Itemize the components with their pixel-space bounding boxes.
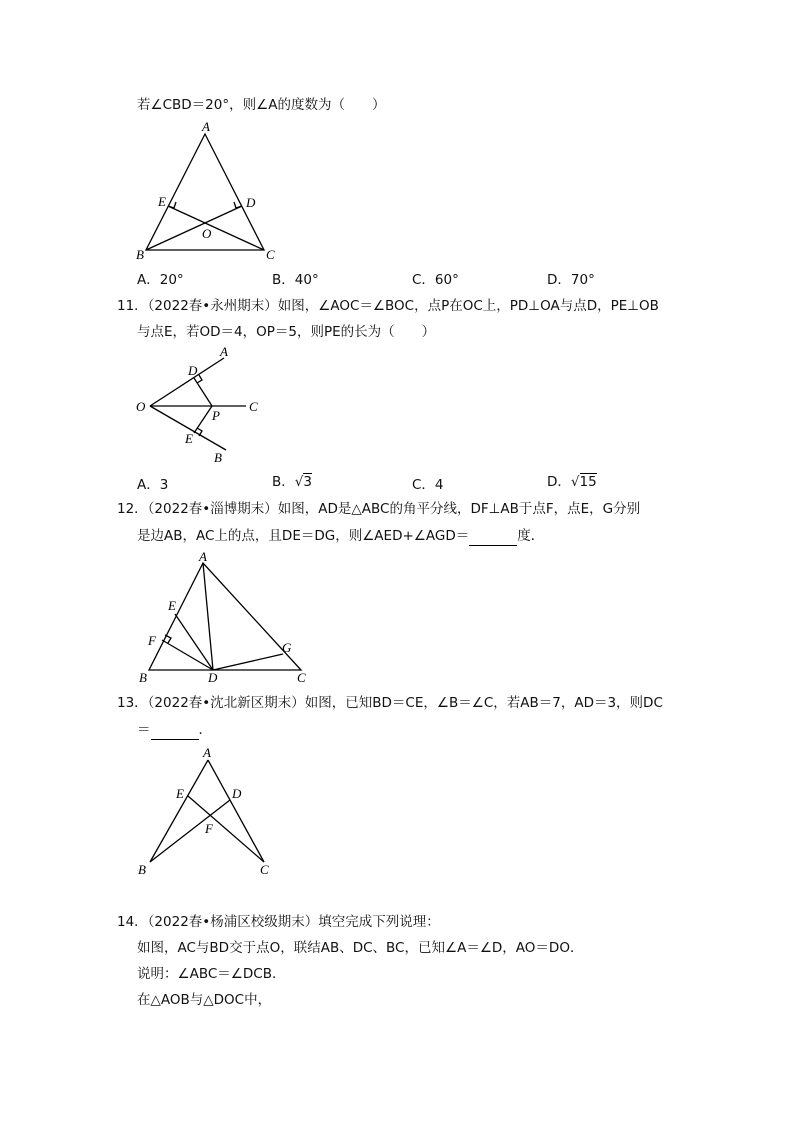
q11-option-d (547, 470, 597, 490)
q13-label-e: E (176, 786, 184, 801)
q11-segment-pd (194, 378, 212, 406)
q10-option-c: C．60° (412, 272, 459, 288)
q11-option-a: A．3 (137, 477, 169, 493)
q13-segment-ce (188, 796, 264, 862)
q10-label-a: A (202, 119, 210, 134)
q12-stem-line1: 12．（2022春•淄博期末）如图，AD是△ABC的角平分线，DF⊥AB于点F，点E，G分别 (117, 501, 641, 517)
q10-option-a: A．20° (137, 272, 184, 288)
q11-stem-line1: 11．（2022春•永州期末）如图，∠AOC＝∠BOC，点P在OC上，PD⊥OA与点D，PE⊥OB (117, 298, 659, 314)
q13-segment-bd (150, 800, 230, 862)
q11-right-angle-e (197, 428, 202, 436)
q12-answer-blank[interactable] (469, 527, 517, 546)
q12-label-c: C (297, 670, 306, 685)
q14-stem-line3: 说明：∠ABC＝∠DCB． (137, 966, 286, 982)
q10-option-b: B．40° (272, 272, 319, 288)
q12-stem-line2-pre: 是边AB，AC上的点，且DE＝DG，则∠AED+∠AGD＝ (137, 528, 470, 544)
q12-triangle-abc (149, 563, 301, 670)
q13-stem-line1: 13．（2022春•沈北新区期末）如图，已知BD＝CE，∠B＝∠C，若AB＝7，AD＝3，则DC (117, 695, 663, 711)
q12-label-e: E (168, 598, 176, 613)
q11-option-b (272, 470, 312, 490)
q13-answer-blank[interactable] (151, 721, 199, 740)
q11-label-e: E (185, 431, 193, 446)
q13-label-c: C (260, 862, 269, 877)
sqrt-sign-icon: √ (570, 474, 580, 490)
q12-segment-fd (162, 640, 213, 670)
q12-stem-line2 (137, 527, 544, 546)
q10-segment-be (146, 206, 242, 250)
q12-label-b: B (139, 670, 147, 685)
q11-label-p: P (212, 408, 220, 423)
q11-label-c: C (249, 399, 258, 414)
q12-label-f: F (148, 633, 156, 648)
q10-stem: 若∠CBD＝20°，则∠A的度数为（ ） (137, 97, 386, 113)
q11-option-d-radicand: 15 (579, 474, 597, 490)
q13-figure (130, 744, 280, 884)
q11-segment-pe (194, 406, 212, 433)
q11-option-c: C．4 (412, 477, 444, 493)
q11-option-d-prefix: D． (547, 474, 571, 490)
q13-stem-line2-post: ． (198, 722, 212, 738)
q11-label-b: B (214, 450, 222, 465)
sqrt-sign-icon: √ (294, 474, 304, 490)
q11-label-a: A (220, 344, 228, 359)
q11-ray-oa (150, 358, 224, 406)
q13-stem-line2 (137, 721, 212, 740)
q13-label-f: F (205, 821, 213, 836)
q11-label-d: D (188, 363, 198, 378)
q12-label-d: D (208, 670, 218, 685)
q10-figure (130, 118, 290, 268)
q11-right-angle-d (197, 375, 202, 383)
q11-label-o: O (136, 399, 146, 414)
q13-label-b: B (138, 862, 146, 877)
q10-label-o: O (202, 226, 212, 241)
q14-stem-line2: 如图，AC与BD交于点O，联结AB、DC、BC，已知∠A＝∠D，AO＝DO． (137, 940, 584, 956)
q12-segment-gd (213, 654, 283, 670)
q10-label-b: B (136, 247, 144, 262)
q14-stem-line4: 在△AOB与△DOC中， (137, 992, 272, 1008)
q13-label-a: A (203, 745, 211, 760)
q13-stem-line2-pre: ＝ (137, 722, 151, 738)
q11-option-b-radicand: 3 (303, 474, 312, 490)
q10-option-d: D．70° (547, 272, 595, 288)
q12-segment-ad (203, 563, 213, 670)
q12-label-a: A (199, 550, 207, 564)
q11-figure (130, 342, 270, 467)
q13-segment-ab (150, 760, 208, 862)
q11-option-b-prefix: B． (272, 474, 295, 490)
q14-stem-line1: 14．（2022春•杨浦区校级期末）填空完成下列说理： (117, 914, 440, 930)
q12-stem-line2-post: 度． (517, 528, 545, 544)
q12-label-g: G (282, 640, 292, 655)
q12-figure (135, 550, 315, 688)
q10-label-d: D (246, 195, 256, 210)
q12-segment-ed (175, 614, 213, 670)
q13-label-d: D (232, 786, 242, 801)
q10-segment-ce (168, 206, 264, 250)
q10-label-c: C (266, 247, 275, 262)
q10-label-e: E (158, 194, 166, 209)
q11-stem-line2: 与点E，若OD＝4，OP＝5，则PE的长为（ ） (137, 324, 436, 340)
